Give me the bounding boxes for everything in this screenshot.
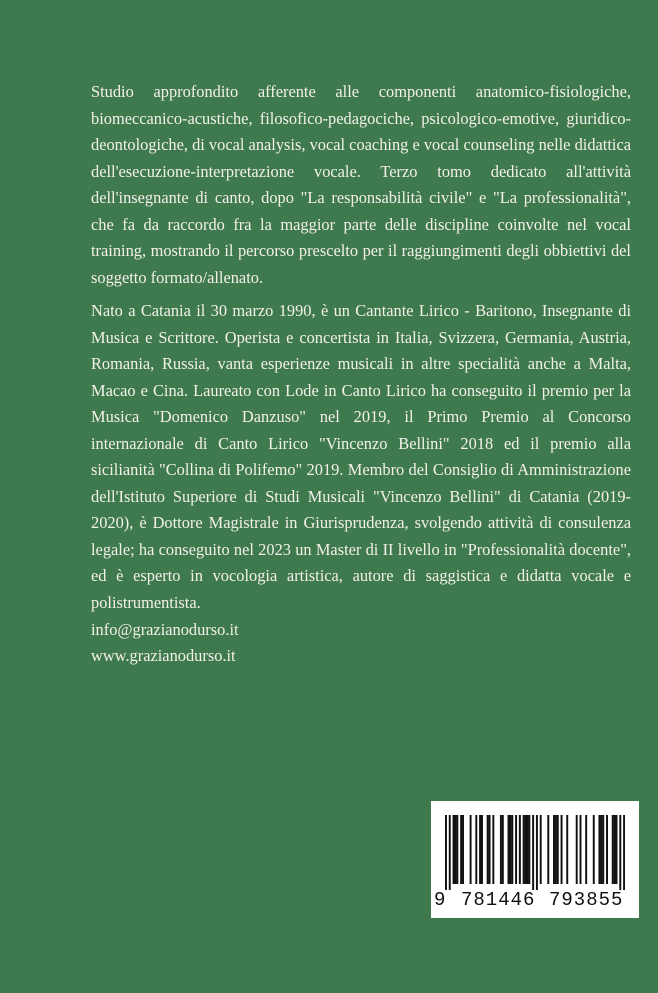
barcode-bar — [566, 815, 568, 884]
barcode-bar — [528, 815, 530, 884]
barcode-bar — [614, 815, 616, 884]
barcode-bar — [561, 815, 563, 884]
barcode-bar — [492, 815, 494, 884]
isbn-lead-digit: 9 — [434, 889, 446, 911]
barcode-bars — [445, 815, 625, 890]
barcode-bar — [487, 815, 489, 884]
author-biography: Nato a Catania il 30 marzo 1990, è un Cantante Lirico - Baritono, Insegnante di Musica e Scrittore. Operista e concertista in Italia, Svizzera, Germania, Austria, Romania, Russia, vanta esperienze musicali in altre specialità anche a Malta, Macao e Cina. Laureato con Lode in Canto Lirico ha conseguito il premio per la Musica "Domenico Danzuso" nel 2019, il Primo Premio al Concorso internazionale di Canto Lirico "Vincenzo Bellini" 2018 ed il premio alla sicilianità "Collina di Polifemo" 2019. Membro del Consiglio di Amministrazione dell'Istituto Superiore di Studi Musicali "Vincenzo Bellini" di Catania (2019-2020), è Dottore Magistrale in Giurisprudenza, svolgendo attività di consulenza legale; ha conseguito nel 2023 un Master di II livello in "Professionalità docente", ed è esperto in vocologia artistica, autore di saggistica e didatta vocale e polistrumentista. — [91, 301, 631, 612]
barcode-bar — [511, 815, 513, 884]
barcode-bar — [600, 815, 602, 884]
barcode-bar — [540, 815, 542, 884]
back-cover-synopsis: Studio approfondito afferente alle componenti anatomico-fisiologiche, biomeccanico-acustiche, filosofico-pedagociche, psicologico-emotive, giuridico-deontologiche, di vocal analysis, vocal coaching e vocal counseling nelle didattica dell'esecuzione-interpretazione vocale. Terzo tomo dedicato all'attività dell'insegnante di canto, dopo "La responsabilità civile" e "La professionalità", che fa da raccordo fra la maggior parte delle discipline coinvolte nel vocal training, mostrando il percorso prescelto per il raggiungimenti degli obbiettivi del soggetto formato/allenato. — [91, 82, 631, 287]
contact-email: info@grazianodurso.it — [91, 620, 239, 639]
barcode-bar — [602, 815, 604, 884]
barcode-bar — [475, 815, 477, 884]
barcode-bar — [479, 815, 481, 884]
barcode-bar — [454, 815, 456, 884]
barcode-bar — [536, 815, 538, 890]
barcode-bar — [532, 815, 534, 890]
barcode-bar — [523, 815, 525, 884]
isbn-right-group: 793855 — [549, 889, 624, 911]
barcode-bar — [509, 815, 511, 884]
barcode-bar — [460, 815, 462, 884]
barcode-bar — [553, 815, 555, 884]
barcode-bar — [515, 815, 517, 884]
barcode-bar — [557, 815, 559, 884]
barcode-bar — [547, 815, 549, 884]
barcode-bar — [606, 815, 608, 884]
barcode-bar — [502, 815, 504, 884]
barcode-bar — [500, 815, 502, 884]
barcode-bar — [453, 815, 455, 884]
barcode-bar — [470, 815, 472, 884]
barcode-bar — [580, 815, 582, 884]
barcode-bar — [623, 815, 625, 890]
barcode-bar — [616, 815, 618, 884]
barcode-bar — [555, 815, 557, 884]
barcode-bar — [456, 815, 458, 884]
isbn-digits — [431, 889, 639, 913]
barcode-bar — [462, 815, 464, 884]
contact-website: www.grazianodurso.it — [91, 646, 236, 665]
isbn-left-group: 781446 — [461, 889, 536, 911]
barcode-bar — [489, 815, 491, 884]
isbn-barcode — [431, 801, 639, 918]
barcode-bar — [481, 815, 483, 884]
barcode-bar — [525, 815, 527, 884]
barcode-bar — [576, 815, 578, 884]
barcode-bar — [445, 815, 447, 890]
barcode-bar — [519, 815, 521, 884]
barcode-bar — [585, 815, 587, 884]
barcode-bar — [526, 815, 528, 884]
barcode-bar — [508, 815, 510, 884]
barcode-bar — [449, 815, 451, 890]
barcode-bar — [619, 815, 621, 890]
barcode-bar — [593, 815, 595, 884]
barcode-bar — [612, 815, 614, 884]
barcode-bar — [598, 815, 600, 884]
